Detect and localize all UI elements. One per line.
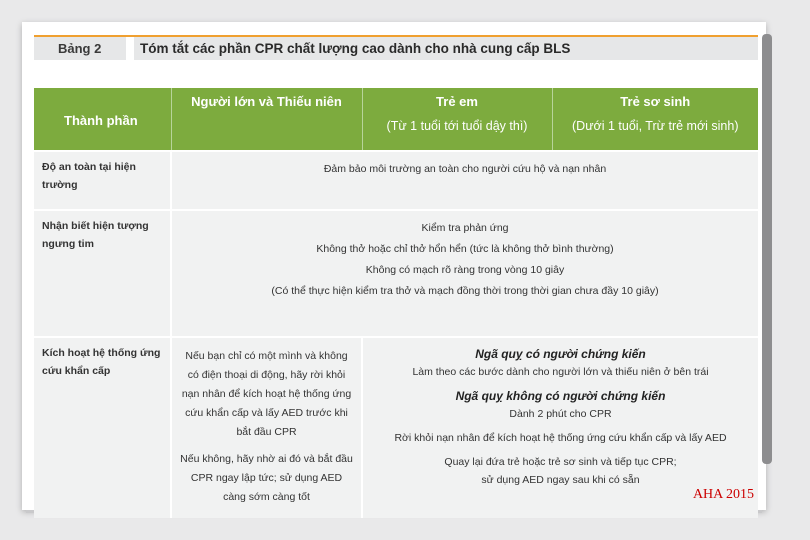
table-row-recognition (34, 210, 758, 337)
table-title-bar (34, 35, 758, 60)
table-row-activation (34, 337, 758, 518)
header-infant-sub: (Dưới 1 tuổi, Trừ trẻ mới sinh) (572, 119, 739, 133)
recognition-content (171, 210, 758, 337)
witnessed-text: Làm theo các bước dành cho người lớn và thiếu niên ở bên trái (412, 366, 709, 378)
unwitnessed-line: Quay lại đứa trẻ hoặc trẻ sơ sinh và tiếp tục CPR; (444, 456, 677, 468)
unwitnessed-heading: Ngã quỵ không có người chứng kiến (455, 389, 666, 403)
title-separator (126, 37, 134, 60)
recognition-line: Không thở hoặc chỉ thở hổn hển (tức là không thở bình thường) (316, 243, 614, 255)
header-child-label: Trẻ em (436, 94, 478, 109)
header-infant-label: Trẻ sơ sinh (620, 94, 691, 109)
row-label-scene-safety: Độ an toàn tại hiện trường (34, 151, 171, 210)
header-child-sub: (Từ 1 tuổi tới tuổi dậy thì) (386, 119, 528, 133)
unwitnessed-line: Dành 2 phút cho CPR (509, 408, 612, 420)
table-number-label: Bảng 2 (58, 41, 102, 56)
header-adult-label: Người lớn và Thiếu niên (191, 94, 342, 109)
activation-adult-para1: Nếu bạn chỉ có một mình và không có điện thoại di động, hãy rời khỏi nạn nhân để kích hoạt hệ thống ứng cứu khẩn cấp và lấy AED trước khi bắt đầu CPR (181, 350, 352, 438)
recognition-line: Kiểm tra phản ứng (421, 222, 509, 234)
unwitnessed-line: sử dụng AED ngay sau khi có sẵn (481, 474, 640, 486)
scene-safety-content (171, 151, 758, 210)
unwitnessed-line: Rời khỏi nạn nhân để kích hoạt hệ thống ứng cứu khẩn cấp và lấy AED (394, 432, 727, 444)
bls-summary-table (34, 88, 758, 518)
header-component-label: Thành phần (64, 112, 138, 128)
scene-safety-text: Đảm bảo môi trường an toàn cho người cứu hộ và nạn nhân (323, 163, 607, 175)
table-header-row (34, 88, 758, 151)
table-title: Tóm tắt các phần CPR chất lượng cao dành cho nhà cung cấp BLS (140, 41, 571, 56)
table-row-scene-safety (34, 151, 758, 210)
slide-edge-shadow (762, 34, 772, 464)
header-infant (552, 88, 758, 151)
header-component (34, 88, 171, 151)
header-adult (171, 88, 362, 151)
activation-adult-content (171, 337, 362, 518)
recognition-line: Không có mạch rõ ràng trong vòng 10 giây (365, 264, 565, 276)
source-citation: AHA 2015 (692, 487, 754, 502)
witnessed-heading: Ngã quỵ có người chứng kiến (475, 347, 646, 361)
row-label-recognition: Nhận biết hiện tượng ngưng tim (34, 210, 171, 337)
row-label-activation: Kích hoạt hệ thống ứng cứu khẩn cấp (34, 337, 171, 518)
header-child (362, 88, 552, 151)
activation-adult-para2: Nếu không, hãy nhờ ai đó và bắt đầu CPR ngay lập tức; sử dụng AED càng sớm càng tốt (180, 453, 353, 503)
recognition-line: (Có thể thực hiện kiểm tra thở và mạch đồng thời trong thời gian chưa đầy 10 giây) (271, 285, 659, 297)
